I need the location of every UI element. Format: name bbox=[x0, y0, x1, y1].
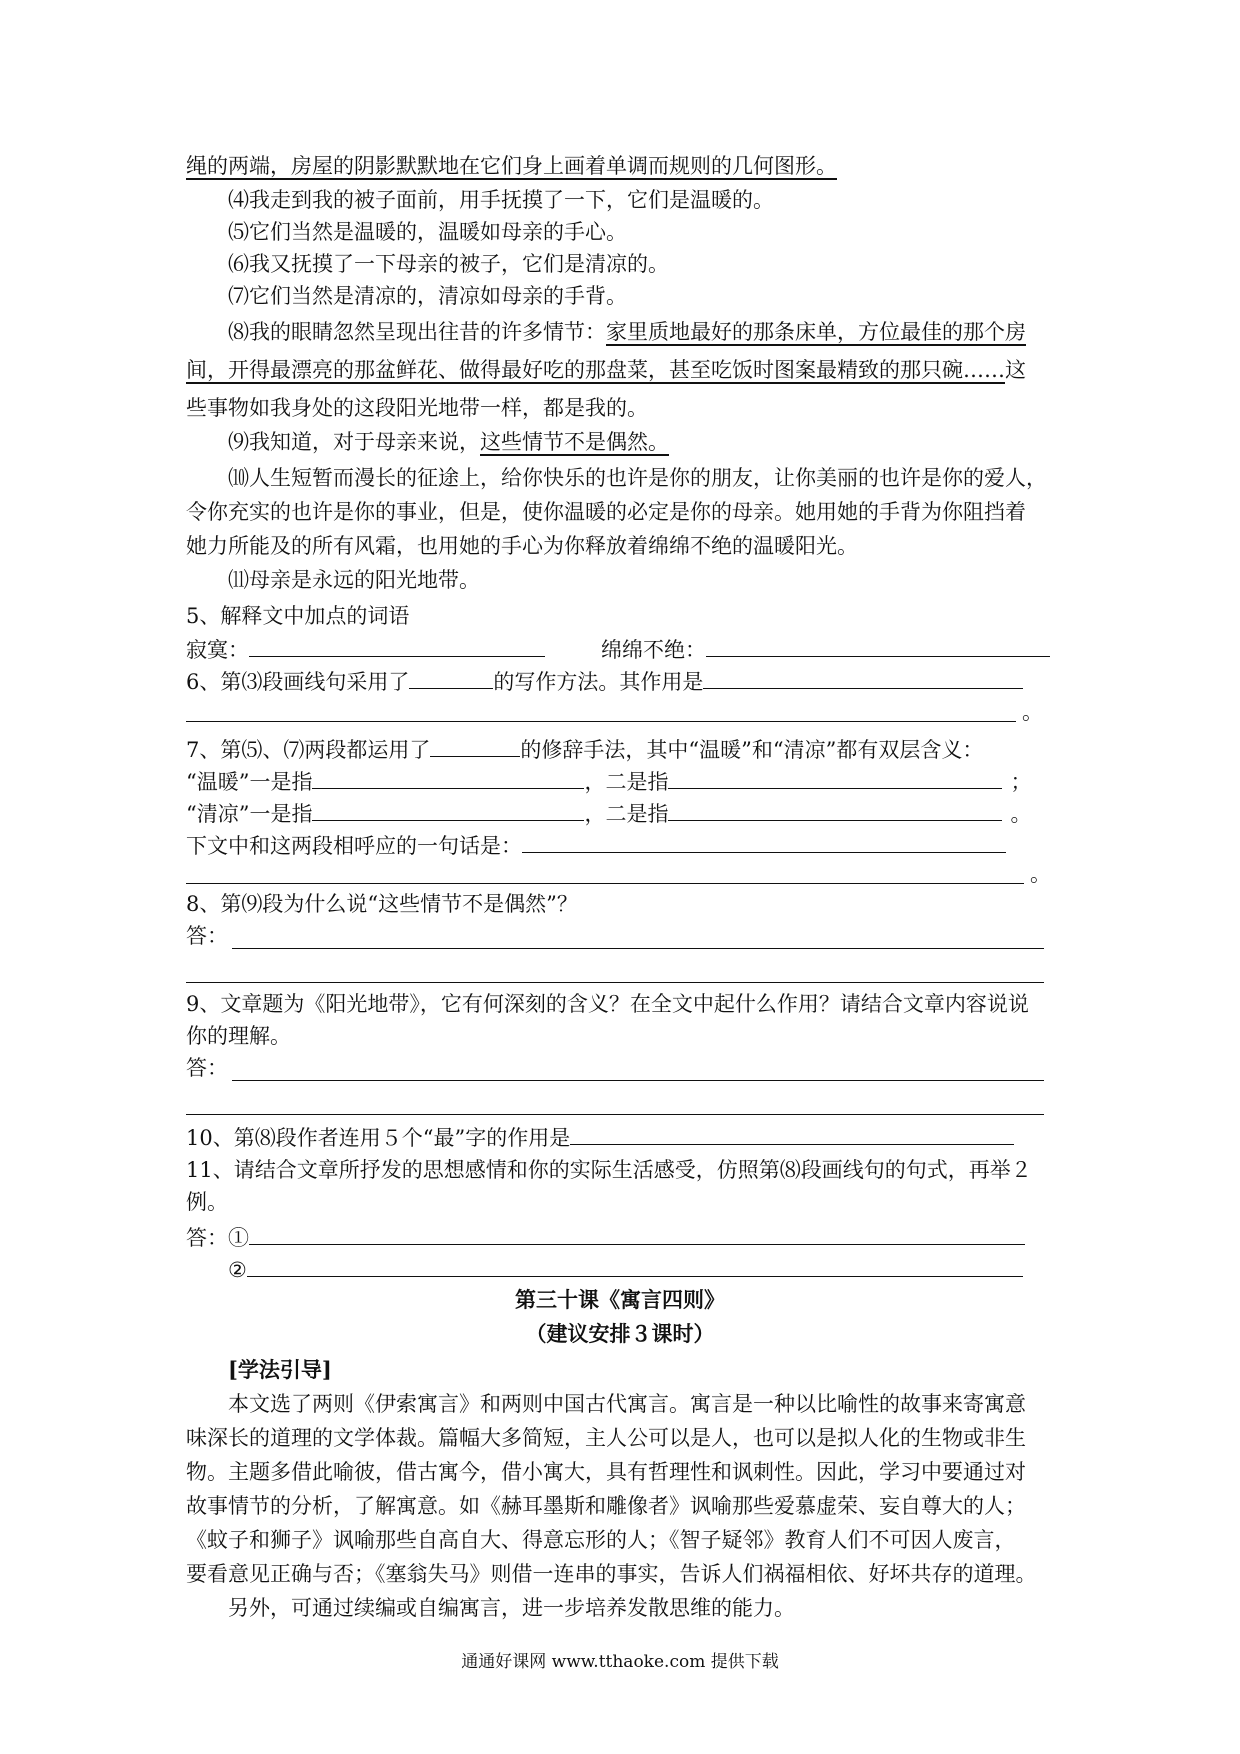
page-footer: 通通好课网 www.tthaoke.com 提供下载 bbox=[461, 1652, 779, 1672]
echo-sentence-blank[interactable] bbox=[522, 830, 1006, 853]
question-10-text: 10、第⑻段作者连用５个“最”字的作用是 bbox=[186, 1126, 571, 1150]
passage-paragraph-5: ⑸它们当然是温暖的，温暖如母亲的手心。 bbox=[228, 220, 627, 244]
warm-row-end: ； bbox=[1010, 770, 1032, 794]
question-9-answer-line-1[interactable] bbox=[232, 1080, 1044, 1081]
lesson-title: 第三十课《寓言四则》 bbox=[515, 1287, 725, 1312]
question-5-answer-row bbox=[186, 634, 1050, 664]
question-11-line-1: 11、请结合文章所抒发的思想感情和你的实际生活感受，仿照第⑻段画线句的句式，再举２ bbox=[186, 1158, 1032, 1182]
question-7-prefix: 7、第⑸、⑺两段都运用了 bbox=[186, 738, 431, 762]
echo-sentence-label: 下文中和这两段相呼应的一句话是： bbox=[186, 834, 522, 858]
passage-paragraph-3-end: 绳的两端，房屋的阴影默默地在它们身上画着单调而规则的几何图形。 bbox=[186, 154, 837, 178]
paragraph-8-underlined-b: 间，开得最漂亮的那盆鲜花、做得最好吃的那盘菜，甚至吃饭时图案最精致的那只碗…… bbox=[186, 358, 1005, 382]
warm-meaning-1-blank[interactable] bbox=[312, 766, 584, 789]
question-11-answer-2-row bbox=[228, 1254, 1023, 1284]
question-6-answer-line[interactable] bbox=[186, 721, 1016, 722]
study-guide-line-5: 《蚊子和狮子》讽喻那些自高自大、得意忘形的人；《智子疑邻》教育人们不可因人废言， bbox=[186, 1528, 1016, 1552]
question-6-middle: 的写作方法。其作用是 bbox=[493, 670, 704, 694]
question-11-answer-1-blank[interactable] bbox=[249, 1222, 1025, 1245]
question-5-blank-a[interactable] bbox=[249, 634, 545, 657]
question-11-answer-2-blank[interactable] bbox=[247, 1254, 1023, 1277]
question-6-blank-method[interactable] bbox=[409, 666, 493, 689]
paragraph-9-underlined: 这些情节不是偶然。 bbox=[480, 430, 669, 454]
question-7-warm-row bbox=[186, 766, 1031, 796]
question-5-word-b: 绵绵不绝： bbox=[601, 638, 706, 662]
question-7-end: 。 bbox=[1030, 862, 1051, 886]
question-6 bbox=[186, 666, 1023, 696]
question-8-answer-label: 答： bbox=[186, 924, 228, 948]
warm-meaning-1-label: “温暖”一是指 bbox=[186, 770, 313, 794]
question-5: 5、解释文中加点的词语 bbox=[186, 604, 410, 628]
question-11-answer-1-label: 答：① bbox=[186, 1226, 249, 1250]
study-guide-heading: [学法引导] bbox=[228, 1357, 332, 1382]
question-8-answer-line-1[interactable] bbox=[232, 948, 1044, 949]
question-6-blank-effect[interactable] bbox=[703, 666, 1023, 689]
study-guide-line-4: 故事情节的分析，了解寓意。如《赫耳墨斯和雕像者》讽喻那些爱慕虚荣、妄自尊大的人； bbox=[186, 1494, 1026, 1518]
warm-meaning-2-label: ，二是指 bbox=[584, 770, 669, 794]
question-10 bbox=[186, 1122, 1014, 1152]
question-10-blank[interactable] bbox=[570, 1122, 1014, 1145]
question-8: 8、第⑼段为什么说“这些情节不是偶然”？ bbox=[186, 892, 578, 916]
study-guide-line-1: 本文选了两则《伊索寓言》和两则中国古代寓言。寓言是一种以比喻性的故事来寄寓意 bbox=[228, 1392, 1026, 1416]
study-guide-line-2: 味深长的道理的文学体裁。篇幅大多简短，主人公可以是人，也可以是拟人化的生物或非生 bbox=[186, 1426, 1026, 1450]
passage-paragraph-11: ⑾母亲是永远的阳光地带。 bbox=[228, 568, 480, 592]
passage-paragraph-10-line-1: ⑽人生短暂而漫长的征途上，给你快乐的也许是你的朋友，让你美丽的也许是你的爱人， bbox=[228, 466, 1047, 490]
question-9-line-2: 你的理解。 bbox=[186, 1024, 291, 1048]
study-guide-line-6: 要看意见正确与否；《塞翁失马》则借一连串的事实，告诉人们祸福相依、好坏共存的道理。 bbox=[186, 1562, 1037, 1586]
cool-meaning-1-blank[interactable] bbox=[312, 798, 584, 821]
paragraph-8-underlined-a: 家里质地最好的那条床单，方位最佳的那个房 bbox=[606, 320, 1026, 344]
question-11-answer-1-row bbox=[186, 1222, 1025, 1252]
paragraph-8-line-2-end: 这 bbox=[1005, 358, 1026, 382]
question-9-answer-line-2[interactable] bbox=[186, 1114, 1044, 1115]
passage-paragraph-6: ⑹我又抚摸了一下母亲的被子，它们是清凉的。 bbox=[228, 252, 669, 276]
question-6-end: 。 bbox=[1022, 700, 1043, 724]
question-5-word-a: 寂寞： bbox=[186, 638, 249, 662]
passage-paragraph-7: ⑺它们当然是清凉的，清凉如母亲的手背。 bbox=[228, 284, 627, 308]
passage-paragraph-10-line-2: 令你充实的也许是你的事业，但是，使你温暖的必定是你的母亲。她用她的手背为你阻挡着 bbox=[186, 500, 1026, 524]
passage-paragraph-8-line-1 bbox=[228, 318, 1026, 346]
question-9-answer-label: 答： bbox=[186, 1056, 228, 1080]
passage-paragraph-9 bbox=[228, 428, 669, 456]
question-6-prefix: 6、第⑶段画线句采用了 bbox=[186, 670, 410, 694]
study-guide-line-3: 物。主题多借此喻彼，借古寓今，借小寓大，具有哲理性和讽刺性。因此，学习中要通过对 bbox=[186, 1460, 1026, 1484]
question-8-answer-line-2[interactable] bbox=[186, 982, 1044, 983]
passage-paragraph-8-line-3: 些事物如我身处的这段阳光地带一样，都是我的。 bbox=[186, 396, 648, 420]
passage-paragraph-10-line-3: 她力所能及的所有风霜，也用她的手心为你释放着绵绵不绝的温暖阳光。 bbox=[186, 534, 858, 558]
question-11-answer-2-label: ② bbox=[228, 1258, 247, 1282]
question-7-echo-row bbox=[186, 830, 1006, 860]
question-7-middle: 的修辞手法，其中“温暖”和“清凉”都有双层含义： bbox=[520, 738, 984, 762]
cool-meaning-2-blank[interactable] bbox=[668, 798, 1002, 821]
warm-meaning-2-blank[interactable] bbox=[668, 766, 1002, 789]
study-guide-line-7: 另外，可通过续编或自编寓言，进一步培养发散思维的能力。 bbox=[228, 1596, 795, 1620]
question-7-cool-row bbox=[186, 798, 1031, 828]
passage-paragraph-4: ⑷我走到我的被子面前，用手抚摸了一下，它们是温暖的。 bbox=[228, 188, 774, 212]
paragraph-9-intro: ⑼我知道，对于母亲来说， bbox=[228, 430, 480, 454]
cool-meaning-1-label: “清凉”一是指 bbox=[186, 802, 313, 826]
cool-row-end: 。 bbox=[1010, 802, 1032, 826]
question-5-blank-b[interactable] bbox=[706, 634, 1050, 657]
paragraph-8-intro: ⑻我的眼睛忽然呈现出往昔的许多情节： bbox=[228, 320, 606, 344]
question-7 bbox=[186, 734, 983, 764]
question-7-answer-line[interactable] bbox=[186, 883, 1024, 884]
question-7-blank-rhetoric[interactable] bbox=[430, 734, 520, 757]
question-11-line-2: 例。 bbox=[186, 1190, 228, 1214]
question-9-line-1: 9、文章题为《阳光地带》，它有何深刻的含义？在全文中起什么作用？请结合文章内容说说 bbox=[186, 992, 1029, 1016]
cool-meaning-2-label: ，二是指 bbox=[584, 802, 669, 826]
lesson-subtitle: （建议安排３课时） bbox=[525, 1321, 715, 1346]
passage-paragraph-8-line-2 bbox=[186, 356, 1026, 384]
